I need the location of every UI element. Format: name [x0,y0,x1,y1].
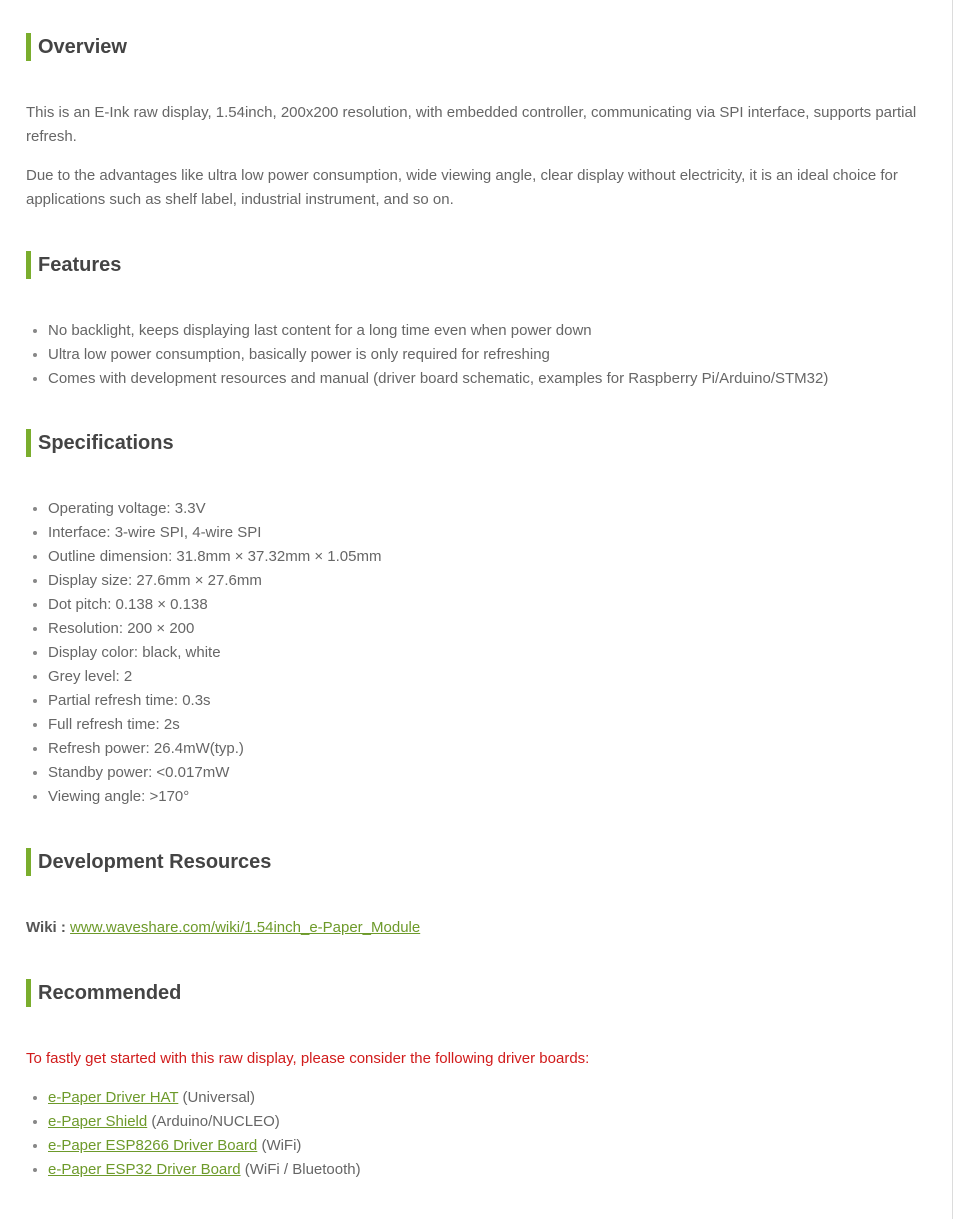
list-item: • Resolution: 200 × 200 [48,617,382,641]
esp32-board-note: (WiFi / Bluetooth) [240,1161,361,1178]
heading-accent-bar [26,848,31,876]
shield-note: (Arduino/NUCLEO) [147,1113,280,1130]
list-item: • Display color: black, white [48,641,382,665]
list-item: • Ultra low power consumption, basically power is only required for refreshing [48,343,828,367]
driver-hat-link[interactable]: e-Paper Driver HAT [48,1089,179,1106]
recommended-title: Recommended [38,981,182,1004]
wiki-line [26,916,926,940]
list-item: • Full refresh time: 2s [48,713,382,737]
list-item: • Operating voltage: 3.3V [48,497,382,521]
overview-heading [26,33,127,61]
list-item: • Standby power: <0.017mW [48,761,382,785]
features-title: Features [38,253,122,276]
list-item: • Comes with development resources and manual (driver board schematic, examples for Raspberry Pi/Arduino/STM32) [48,367,828,391]
wiki-link[interactable]: www.waveshare.com/wiki/1.54inch_e-Paper_Module [70,919,421,936]
list-item: • Display size: 27.6mm × 27.6mm [48,569,382,593]
specifications-list [26,497,382,809]
list-item: • No backlight, keeps displaying last content for a long time even when power down [48,319,828,343]
heading-accent-bar [26,979,31,1007]
dev-resources-heading [26,848,271,876]
overview-title: Overview [38,35,127,58]
esp8266-board-link[interactable]: e-Paper ESP8266 Driver Board [48,1137,258,1154]
heading-accent-bar [26,429,31,457]
list-item: • Partial refresh time: 0.3s [48,689,382,713]
list-item [48,1086,361,1110]
list-item: • Interface: 3-wire SPI, 4-wire SPI [48,521,382,545]
driver-boards-list [26,1086,361,1182]
list-item: • Outline dimension: 31.8mm × 37.32mm × 1.05mm [48,545,382,569]
esp8266-board-note: (WiFi) [257,1137,302,1154]
list-item: • Grey level: 2 [48,665,382,689]
overview-paragraph-1: This is an E-Ink raw display, 1.54inch, 200x200 resolution, with embedded controller, communicating via SPI interface, supports partial refresh. [26,104,917,145]
esp32-board-link[interactable]: e-Paper ESP32 Driver Board [48,1161,241,1178]
specifications-title: Specifications [38,431,174,454]
heading-accent-bar [26,251,31,279]
recommended-heading [26,979,181,1007]
list-item [48,1134,361,1158]
overview-paragraph-2: Due to the advantages like ultra low power consumption, wide viewing angle, clear display without electricity, it is an ideal choice for applications such as shelf label, industrial instrument, and so on. [26,167,898,208]
wiki-label: Wiki : [26,919,71,936]
list-item [48,1110,361,1134]
dev-resources-title: Development Resources [38,850,272,873]
recommended-note: To fastly get started with this raw display, please consider the following driver boards: [26,1050,590,1067]
specifications-heading [26,429,174,457]
shield-link[interactable]: e-Paper Shield [48,1113,148,1130]
list-item [48,1158,361,1182]
features-list [26,319,828,391]
list-item: • Viewing angle: >170° [48,785,382,809]
features-heading [26,251,121,279]
driver-hat-note: (Universal) [178,1089,255,1106]
list-item: • Dot pitch: 0.138 × 0.138 [48,593,382,617]
heading-accent-bar [26,33,31,61]
list-item: • Refresh power: 26.4mW(typ.) [48,737,382,761]
